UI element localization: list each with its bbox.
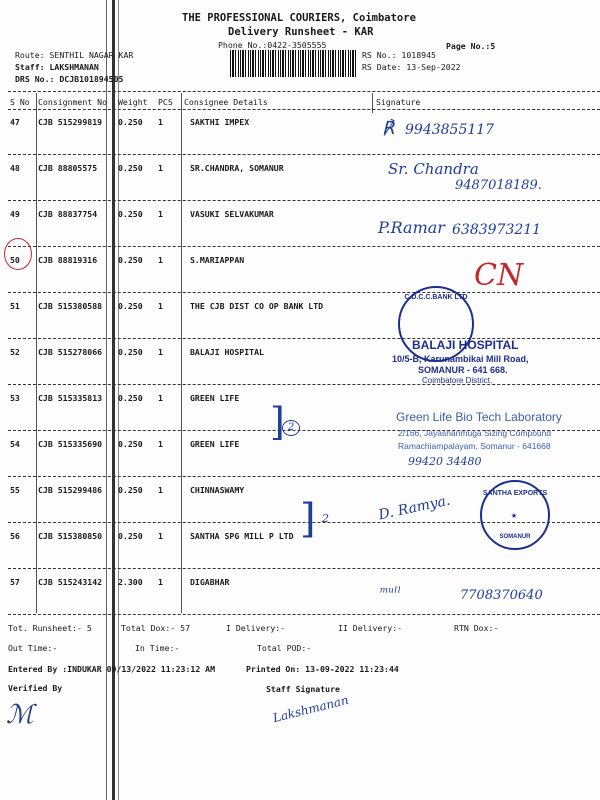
row-pcs: 1	[158, 255, 163, 265]
handwritten-phone: 7708370640	[460, 588, 543, 603]
row-sno: 48	[10, 163, 20, 173]
bracket-mark: ]	[300, 496, 316, 542]
row-consignee: CHINNASWAMY	[190, 485, 245, 495]
row-pcs: 1	[158, 393, 163, 403]
row-sno: 52	[10, 347, 20, 357]
handwritten-phone: 9943855117	[405, 122, 495, 138]
total-pod: Total POD:-	[257, 643, 312, 653]
group-count: 2	[322, 512, 329, 525]
row-weight: 0.250	[118, 393, 143, 403]
greenlife-phone: 99420 34480	[408, 455, 482, 468]
col-signature: Signature	[376, 97, 421, 107]
entered-by: Entered By :INDUKAR 09/13/2022 11:23:12 AM	[8, 664, 216, 674]
row-consignee: SAKTHI IMPEX	[190, 117, 250, 127]
row-pcs: 1	[158, 163, 163, 173]
rs-date: RS Date: 13-Sep-2022	[362, 62, 461, 72]
signature-mark: ℟	[382, 118, 395, 139]
in-time: In Time:-	[135, 643, 180, 653]
row-consignee: GREEN LIFE	[190, 393, 240, 403]
col-pcs: PCS	[158, 97, 173, 107]
barcode	[230, 50, 356, 77]
bank-stamp: C.D.C.C.BANK LTD	[398, 286, 474, 362]
route: Route: SENTHIL NAGAR KAR	[15, 50, 134, 60]
row-consignment: CJB 88805575	[38, 163, 98, 173]
row-consignee: VASUKI SELVAKUMAR	[190, 209, 274, 219]
hospital-stamp-address: 10/5-B, Karunambikai Mill Road,	[392, 354, 529, 364]
row-consignment: CJB 515278066	[38, 347, 103, 357]
row-consignment: CJB 88819316	[38, 255, 98, 265]
handwritten-name: P.Ramar	[378, 218, 445, 237]
row-pcs: 1	[158, 301, 163, 311]
row-pcs: 1	[158, 209, 163, 219]
verifier-signature: ℳ	[6, 700, 34, 730]
row-sno: 54	[10, 439, 20, 449]
col-consignee: Consignee Details	[184, 97, 268, 107]
row-weight: 2.300	[118, 577, 143, 587]
drs-number: DRS No.: DCJB101894505	[15, 74, 124, 84]
row-sno: 55	[10, 485, 20, 495]
col-consignment: Consignment No	[38, 97, 108, 107]
row-weight: 0.250	[118, 531, 143, 541]
row-sno: 51	[10, 301, 20, 311]
row-pcs: 1	[158, 485, 163, 495]
hospital-stamp-address: Coimbatore District.	[422, 376, 493, 385]
row-divider	[8, 154, 600, 155]
i-delivery: I Delivery:-	[226, 623, 286, 633]
row-consignment: CJB 515380588	[38, 301, 103, 311]
row-sno: 53	[10, 393, 20, 403]
row-consignee: DIGABHAR	[190, 577, 230, 587]
row-weight: 0.250	[118, 255, 143, 265]
row-weight: 0.250	[118, 163, 143, 173]
staff: Staff: LAKSHMANAN	[15, 62, 99, 72]
santha-stamp: SANTHA EXPORTS ★ SOMANUR	[480, 480, 550, 550]
hospital-stamp-address: SOMANUR - 641 668.	[418, 365, 508, 375]
row-sno: 57	[10, 577, 20, 587]
runsheet-title: Delivery Runsheet - KAR	[228, 26, 374, 38]
greenlife-stamp-name: Green Life Bio Tech Laboratory	[396, 410, 562, 424]
row-consignment: CJB 515380850	[38, 531, 103, 541]
row-divider	[8, 200, 600, 201]
handwritten-phone: 9487018189.	[455, 178, 542, 193]
total-dox: Total Dox:- 57	[121, 623, 191, 633]
row-divider	[8, 568, 600, 569]
row-divider	[8, 476, 600, 477]
row-pcs: 1	[158, 577, 163, 587]
handwritten-name: D. Ramya.	[377, 492, 452, 524]
binding-line	[106, 0, 107, 800]
signature-mark: ᵐᵘˡˡ	[380, 585, 401, 601]
row-sno: 47	[10, 117, 20, 127]
row-divider	[8, 246, 600, 247]
col-sno: S No	[10, 97, 30, 107]
greenlife-stamp-address: 2/166, Jayashanmuga Sizing Compound	[398, 428, 552, 438]
rtn-dox: RTN Dox:-	[454, 623, 499, 633]
row-sno: 49	[10, 209, 20, 219]
row-sno: 50	[10, 255, 20, 265]
out-time: Out Time:-	[8, 643, 58, 653]
company-name: THE PROFESSIONAL COURIERS, Coimbatore	[182, 12, 416, 24]
staff-signature: Lakshmanan	[271, 692, 350, 726]
row-weight: 0.250	[118, 347, 143, 357]
row-weight: 0.250	[118, 209, 143, 219]
verified-by: Verified By	[8, 683, 63, 693]
circle-mark	[4, 238, 32, 270]
col-weight: Weight	[118, 97, 148, 107]
binding-line	[112, 0, 115, 800]
row-consignment: CJB 515299819	[38, 117, 103, 127]
row-consignment: CJB 515335690	[38, 439, 103, 449]
row-consignee: SANTHA SPG MILL P LTD	[190, 531, 294, 541]
group-count: 2	[282, 420, 300, 436]
row-pcs: 1	[158, 531, 163, 541]
tot-runsheet: Tot. Runsheet:- 5	[8, 623, 92, 633]
row-consignee: S.MARIAPPAN	[190, 255, 245, 265]
rs-number: RS No.: 1018945	[362, 50, 436, 60]
handwritten-name: Sr. Chandra	[388, 160, 479, 178]
row-consignee: GREEN LIFE	[190, 439, 240, 449]
row-weight: 0.250	[118, 485, 143, 495]
handwritten-phone: 6383973211	[452, 222, 542, 238]
row-divider	[8, 384, 600, 385]
printed-on: Printed On: 13-09-2022 11:23:44	[246, 664, 399, 674]
handwritten-cn: CN	[474, 258, 524, 293]
row-pcs: 1	[158, 439, 163, 449]
row-consignment: CJB 88837754	[38, 209, 98, 219]
greenlife-stamp-address: Ramachiampalayam, Somanur - 641668	[398, 441, 551, 451]
row-sno: 56	[10, 531, 20, 541]
bracket-mark: ]	[270, 400, 285, 444]
ii-delivery: II Delivery:-	[338, 623, 403, 633]
staff-signature-label: Staff Signature	[266, 684, 340, 694]
hospital-stamp-name: BALAJI HOSPITAL	[412, 338, 519, 352]
row-consignment: CJB 515299486	[38, 485, 103, 495]
row-consignment: CJB 515335813	[38, 393, 103, 403]
row-pcs: 1	[158, 117, 163, 127]
row-weight: 0.250	[118, 301, 143, 311]
row-pcs: 1	[158, 347, 163, 357]
row-weight: 0.250	[118, 117, 143, 127]
row-consignee: SR.CHANDRA, SOMANUR	[190, 163, 284, 173]
row-consignee: BALAJI HOSPITAL	[190, 347, 264, 357]
page-number: Page No.:5	[446, 41, 496, 51]
row-consignee: THE CJB DIST CO OP BANK LTD	[190, 301, 324, 311]
row-weight: 0.250	[118, 439, 143, 449]
row-consignment: CJB 515243142	[38, 577, 103, 587]
phone-number: Phone No.:0422-3505555	[218, 40, 327, 50]
